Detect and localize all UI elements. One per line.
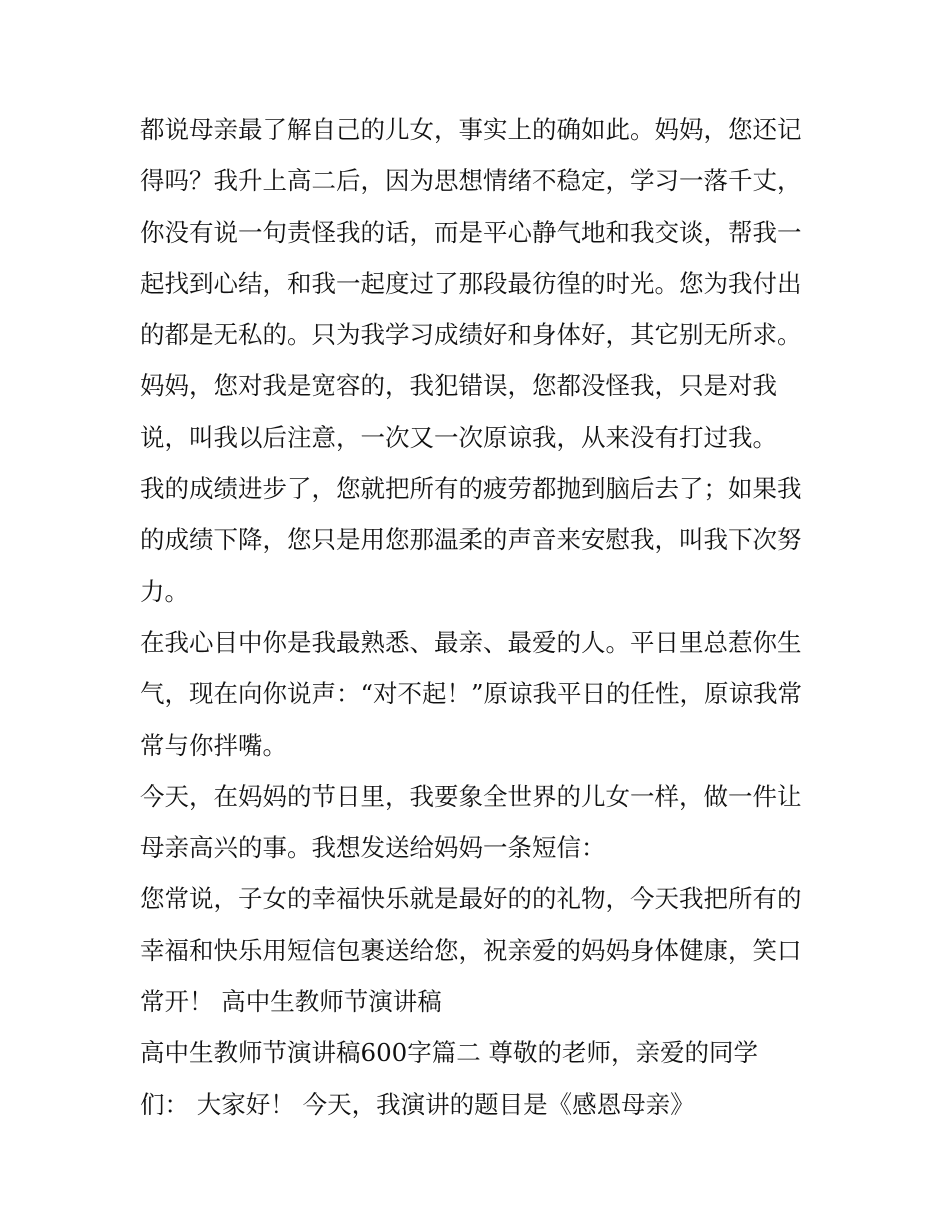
text-line: 您常说，子女的幸福快乐就是最好的的礼物，今天我把所有的 [140,884,802,914]
text-line: 在我心目中你是我最熟悉、最亲、最爱的人。平日里总惹你生 [140,627,802,657]
text-line: 妈妈，您对我是宽容的，我犯错误，您都没怪我，只是对我 [140,371,777,401]
text-line: 今天，在妈妈的节日里，我要象全世界的儿女一样，做一件让 [140,781,802,811]
text-line: 幸福和快乐用短信包裹送给您，祝亲爱的妈妈身体健康，笑口 [140,935,802,965]
text-line: 我的成绩进步了，您就把所有的疲劳都抛到脑后去了；如果我 [140,474,802,504]
text-line: 们： 大家好！ 今天，我演讲的题目是《感恩母亲》 [140,1089,695,1119]
text-line: 常开！ 高中生教师节演讲稿 [140,987,442,1017]
document-body [140,104,820,1130]
text-line: 高中生教师节演讲稿600字篇二 尊敬的老师，亲爱的同学 [140,1038,759,1068]
text-line: 常与你拌嘴。 [140,730,287,760]
text-line: 气，现在向你说声：“对不起！”原谅我平日的任性，原谅我常 [140,679,803,709]
text-line: 你没有说一句责怪我的话，而是平心静气地和我交谈，帮我一 [140,217,802,247]
text-line: 的都是无私的。只为我学习成绩好和身体好，其它别无所求。 [140,320,802,350]
text-line: 得吗？我升上高二后，因为思想情绪不稳定，学习一落千丈， [140,166,802,196]
text-line: 都说母亲最了解自己的儿女，事实上的确如此。妈妈，您还记 [140,115,802,144]
text-line: 母亲高兴的事。我想发送给妈妈一条短信： [140,833,606,863]
text-line: 说，叫我以后注意，一次又一次原谅我，从来没有打过我。 [140,422,777,452]
text-line: 力。 [140,576,189,606]
text-line: 起找到心结，和我一起度过了那段最彷徨的时光。您为我付出 [140,268,802,298]
text-line: 的成绩下降，您只是用您那温柔的声音来安慰我，叫我下次努 [140,525,802,555]
